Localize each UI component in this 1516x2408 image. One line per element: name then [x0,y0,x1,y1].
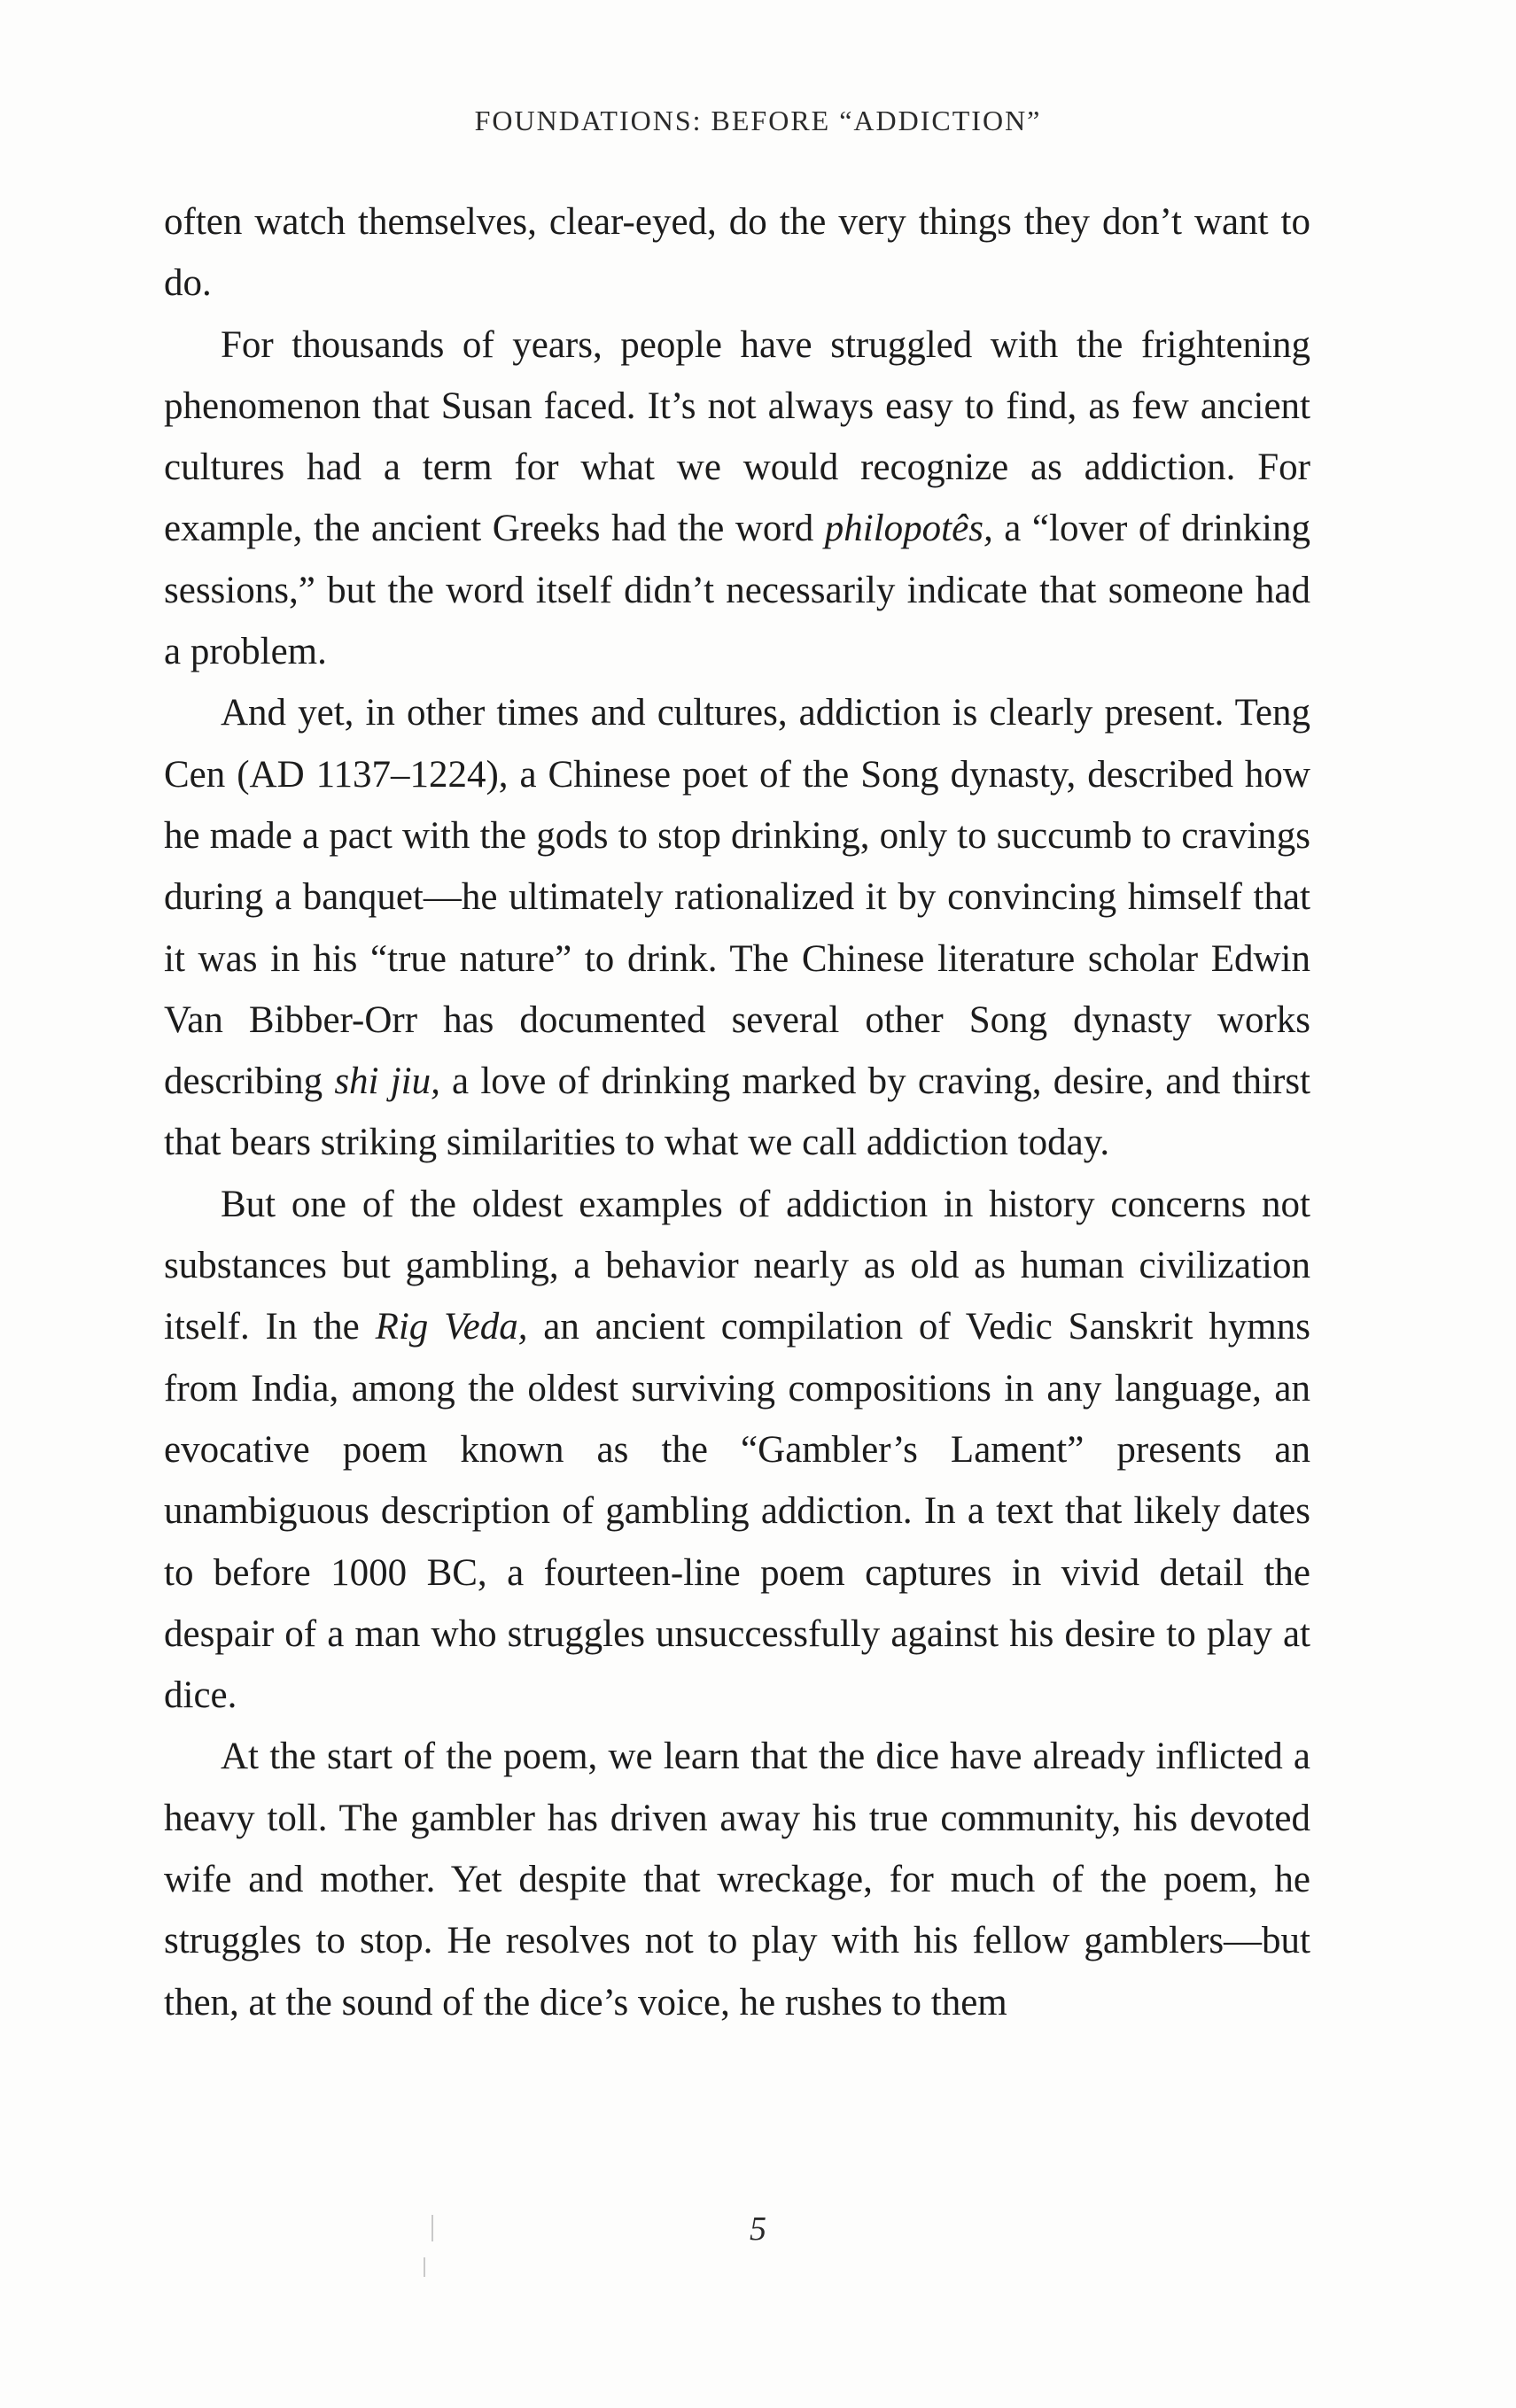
paragraph-2-text-end: a “lover of drinking sessions,” but the word itself didn’t necessarily indicate that someone had a problem. [164,508,1310,673]
paragraph-2 [164,315,1310,683]
paragraph-4-text-end: an ancient compilation of Vedic Sanskrit hymns from India, among the oldest surviving compositions in any language, an evocative poem known as the “Gambler’s Lament” presents an unambiguous description of gambling addiction. In a text that likely dates to before 1000 BC, a fourteen-line poem captures in vivid detail the despair of a man who struggles unsuccessfully against his desire to play at dice. [164,1306,1310,1717]
paragraph-3-text-start: And yet, in other times and cultures, addiction is clearly present. Teng Cen (AD 1137–1224), a Chinese poet of the Song dynasty, described how he made a pact with the gods to stop drinking, only to succumb to cravings during a banquet—he ultimately rationalized it by convincing himself that it was in his “true nature” to drink. The Chinese literature scholar Edwin Van Bibber-Orr has documented several other Song dynasty works describing [164,692,1310,1103]
paragraph-3-italic-term: shi jiu, [334,1060,440,1103]
page-number: 5 [750,2210,766,2248]
paragraph-4-italic-title: Rig Veda, [375,1306,528,1348]
paragraph-5-text: At the start of the poem, we learn that the dice have already inflicted a heavy toll. The gambler has driven away his true community, his devoted wife and mother. Yet despite that wreckage, for much of the poem, he struggles to stop. He resolves not to play with his fellow gamblers—but then, at the sound of the dice’s voice, he rushes to them [164,1736,1310,2023]
paragraph-3 [164,682,1310,1173]
paragraph-5 [164,1726,1310,2032]
scan-artifact-line [431,2215,433,2241]
running-header: FOUNDATIONS: BEFORE “ADDICTION” [474,105,1042,136]
paragraph-3-text-end: a love of drinking marked by craving, desire, and thirst that bears striking similarities to what we call addiction today. [164,1060,1310,1164]
paragraph-4 [164,1174,1310,1727]
paragraph-1-text: often watch themselves, clear-eyed, do the very things they don’t want to do. [164,201,1310,305]
paragraph-4-text-start: But one of the oldest examples of addiction in history concerns not substances but gambling, a behavior nearly as old as human civilization itself. In the [164,1183,1310,1348]
paragraph-1 [164,191,1310,315]
paragraph-2-italic-term: philopotês, [824,508,993,550]
body-text [164,191,1310,2033]
scan-artifact-line [424,2257,425,2277]
paragraph-2-text-start: For thousands of years, people have struggled with the frightening phenomenon that Susan faced. It’s not always easy to find, as few ancient cultures had a term for what we would recognize as addiction. For example, the ancient Greeks had the word [164,323,1310,550]
